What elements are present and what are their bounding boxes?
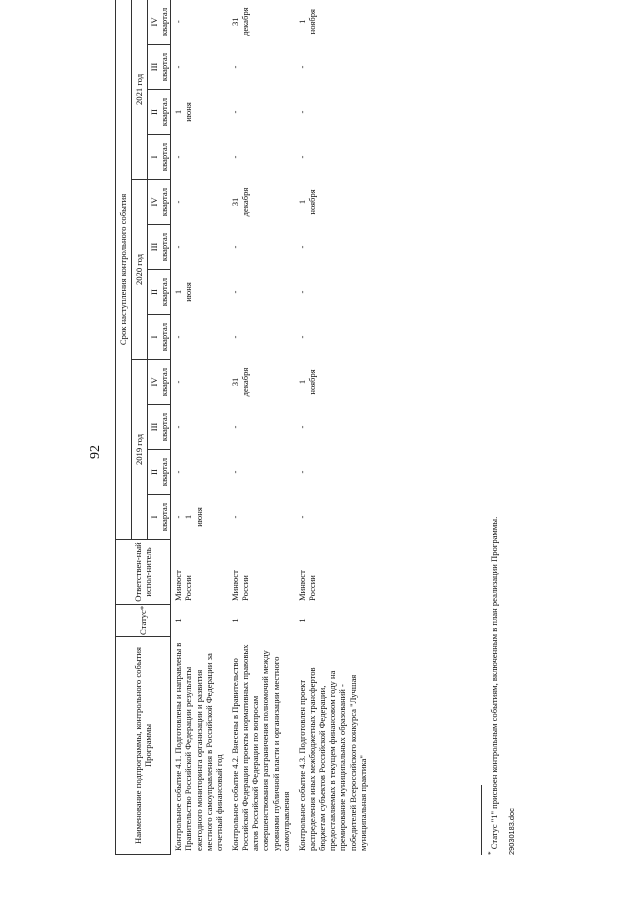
cell-value: - xyxy=(229,245,240,249)
header-quarter: II квартал xyxy=(148,90,171,135)
cell-value: 31 xyxy=(229,17,240,26)
responsible-executor: Минюст России xyxy=(173,570,194,601)
quarter-cell xyxy=(295,405,372,450)
responsible-executor: Минюст России xyxy=(296,570,317,601)
cell-value: - xyxy=(173,245,184,249)
cell-month: июня xyxy=(183,102,194,122)
page-number: 92 xyxy=(88,445,103,459)
cell-value: - xyxy=(173,515,184,519)
cell-value: - xyxy=(296,110,307,114)
quarter-cell xyxy=(171,45,228,90)
cell-value: 1 xyxy=(296,19,307,24)
cell-value: - xyxy=(229,425,240,429)
header-year-2021: 2021 год xyxy=(132,0,148,180)
cell-value: - xyxy=(296,425,307,429)
quarter-cell xyxy=(228,225,295,270)
cell-value: - xyxy=(229,65,240,69)
cell-value: - xyxy=(173,65,184,69)
header-quarter: IV квартал xyxy=(148,360,171,405)
cell-value: - xyxy=(229,470,240,474)
quarter-cell xyxy=(171,495,228,540)
cell-month: ноября xyxy=(306,9,317,35)
cell-value: - xyxy=(296,470,307,474)
quarter-cell xyxy=(228,315,295,360)
quarter-cell xyxy=(228,45,295,90)
quarter-cell xyxy=(171,135,228,180)
cell-value: - xyxy=(229,155,240,159)
quarter-cell xyxy=(228,405,295,450)
header-status: Статус* xyxy=(116,605,171,637)
footnote-divider xyxy=(481,785,482,855)
header-quarter: I квартал xyxy=(148,315,171,360)
cell-value: 1 xyxy=(296,379,307,385)
cell-month: декабря xyxy=(240,7,251,37)
table-row xyxy=(295,0,372,855)
cell-value: - xyxy=(173,20,184,24)
cell-month: ноября xyxy=(306,369,317,395)
quarter-cell xyxy=(171,90,228,135)
table-row xyxy=(171,0,228,855)
header-timeline: Срок наступления контрольного события xyxy=(116,0,132,540)
cell-value: - xyxy=(173,200,184,204)
table-row xyxy=(228,0,295,855)
event-name: Контрольное событие 4.2. Внесены в Правительство Российской Федерации проекты нормативных правовых актов Российской Федерации по вопросам совершенствования разграничения полномочий между уровнями публичной власти и организации местного самоуправления xyxy=(229,644,291,851)
header-responsible: Ответствен-ный испол-нитель xyxy=(116,540,171,605)
quarter-cell xyxy=(295,225,372,270)
cell-value: - xyxy=(296,65,307,69)
cell-value: - xyxy=(173,155,184,159)
rotated-page-content xyxy=(115,0,516,855)
cell-value: 31 xyxy=(229,197,240,207)
cell-value: - xyxy=(229,290,240,294)
cell-value: - xyxy=(296,335,307,339)
quarter-cell xyxy=(171,405,228,450)
header-quarter: IV квартал xyxy=(148,180,171,225)
cell-value: - xyxy=(173,470,184,474)
table-body xyxy=(171,0,372,855)
quarter-cell xyxy=(228,270,295,315)
quarter-cell xyxy=(295,90,372,135)
quarter-cell xyxy=(295,450,372,495)
footnote: * Статус "1" присвоен контрольным событиям, включенным в план реализации Программы. xyxy=(487,516,499,855)
header-quarter: I квартал xyxy=(148,135,171,180)
quarter-cell xyxy=(295,0,372,45)
quarter-cell xyxy=(228,0,295,45)
header-year-2019: 2019 год xyxy=(132,360,148,540)
control-events-table xyxy=(115,0,372,855)
quarter-cell xyxy=(295,180,372,225)
event-status: 1 xyxy=(173,618,184,623)
header-quarter: II квартал xyxy=(148,450,171,495)
cell-value: - xyxy=(173,380,184,384)
quarter-cell xyxy=(295,135,372,180)
cell-value: - xyxy=(296,245,307,249)
cell-month: декабря xyxy=(240,367,251,397)
quarter-cell xyxy=(171,315,228,360)
quarter-cell xyxy=(171,0,228,45)
header-quarter: III квартал xyxy=(148,45,171,90)
quarter-cell xyxy=(171,180,228,225)
header-name: Наименование подпрограммы, контрольного события Программы xyxy=(116,637,171,855)
cell-value: 1 xyxy=(173,289,184,295)
quarter-cell xyxy=(171,360,228,405)
header-quarter: IV квартал xyxy=(148,0,171,45)
event-name: Контрольное событие 4.3. Подготовлен проект распределения иных межбюджетных трансфертов бюджетам субъектов Российской Федерации, предоставляемых в текущем финансовом году на премирование муниципальных образований - победителей Всероссийского конкурса "Лучшая муниципальная практика" xyxy=(296,667,368,851)
document-reference: 29030183.doc xyxy=(507,808,516,855)
cell-value: 1 xyxy=(296,199,307,205)
quarter-cell xyxy=(295,270,372,315)
cell-value: - xyxy=(229,335,240,339)
cell-value: - xyxy=(296,155,307,159)
quarter-cell xyxy=(228,360,295,405)
cell-value: - xyxy=(296,290,307,294)
quarter-cell xyxy=(228,135,295,180)
cell-value: - xyxy=(173,425,184,429)
header-quarter: I квартал xyxy=(148,495,171,540)
cell-month: июня xyxy=(183,282,194,302)
quarter-cell xyxy=(171,270,228,315)
header-year-2020: 2020 год xyxy=(132,180,148,360)
cell-month: 1 xyxy=(183,514,194,520)
quarter-cell xyxy=(295,315,372,360)
event-status: 1 xyxy=(229,618,240,623)
quarter-cell xyxy=(171,450,228,495)
quarter-cell xyxy=(171,225,228,270)
cell-value: - xyxy=(229,515,240,519)
cell-value: 1 xyxy=(173,109,184,115)
cell-value: - xyxy=(229,110,240,114)
quarter-cell xyxy=(228,450,295,495)
header-quarter: II квартал xyxy=(148,270,171,315)
quarter-cell xyxy=(228,90,295,135)
cell-month: июня xyxy=(193,507,204,527)
cell-month: ноября xyxy=(306,189,317,215)
event-name: Контрольное событие 4.1. Подготовлены и направлены в Правительство Российской Федерации результаты ежегодного мониторинга организации и развития местного самоуправления в Российской Федерации за отчетный финансовый год xyxy=(173,642,224,851)
cell-value: 31 xyxy=(229,377,240,387)
quarter-cell xyxy=(295,45,372,90)
quarter-cell xyxy=(295,360,372,405)
header-quarter: III квартал xyxy=(148,225,171,270)
header-quarter: III квартал xyxy=(148,405,171,450)
quarter-cell xyxy=(295,495,372,540)
cell-value: - xyxy=(173,335,184,339)
responsible-executor: Минюст России xyxy=(229,570,251,601)
event-status: 1 xyxy=(296,618,307,623)
cell-value: - xyxy=(296,515,307,519)
cell-month: декабря xyxy=(240,187,251,217)
quarter-cell xyxy=(228,180,295,225)
quarter-cell xyxy=(228,495,295,540)
